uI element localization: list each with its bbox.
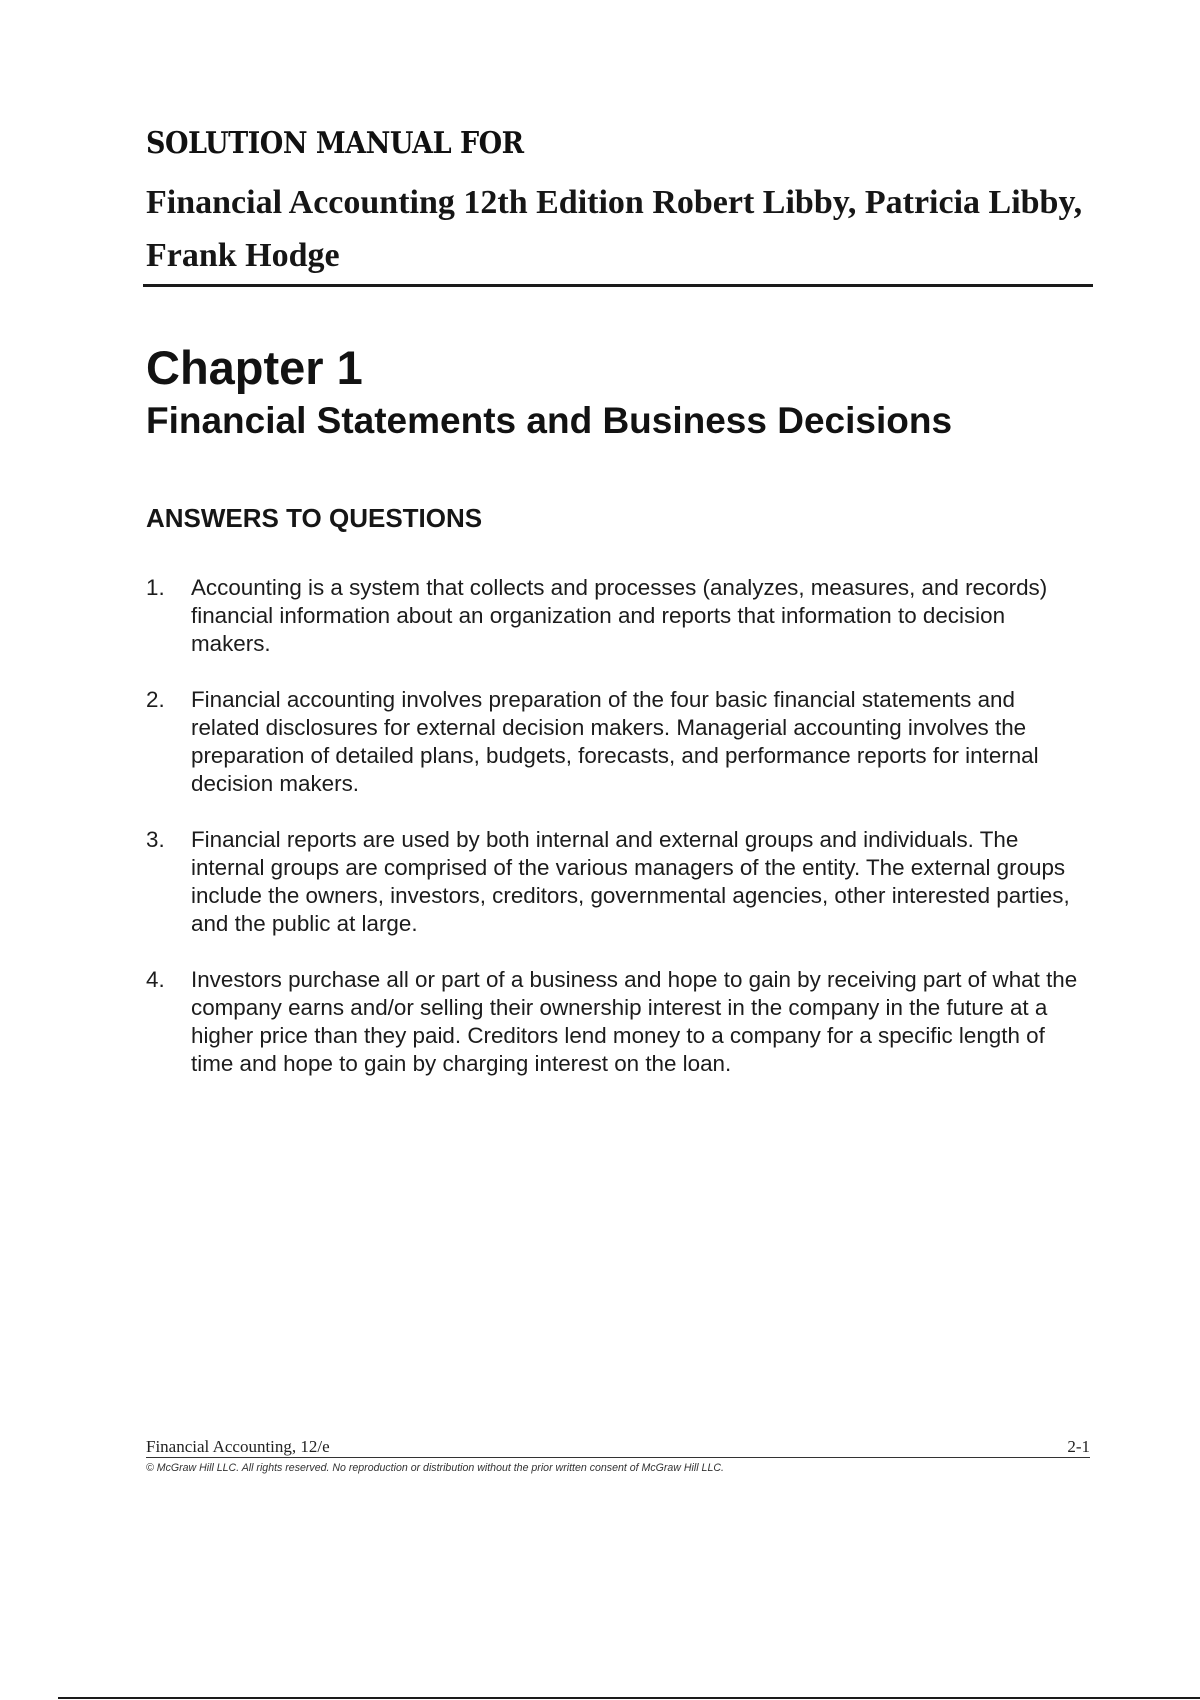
section-heading: ANSWERS TO QUESTIONS: [146, 503, 483, 533]
answer-item-3: [146, 826, 1086, 938]
footer-divider: [146, 1457, 1090, 1458]
answer-number: 3.: [146, 827, 165, 852]
footer-page-number: 2-1: [1067, 1437, 1090, 1456]
manual-label: SOLUTION MANUAL FOR: [146, 126, 524, 161]
title-divider: [143, 284, 1093, 287]
answer-text: Financial accounting involves preparation of the four basic financial statements and related disclosures for external decision makers. Managerial accounting involves the preparation of detailed plans, budgets, forecasts, and performance reports for internal decision makers.: [191, 687, 1039, 796]
answer-item-1: [146, 574, 1086, 658]
answer-text: Investors purchase all or part of a business and hope to gain by receiving part of what the company earns and/or selling their ownership interest in the company in the future at a higher price than they paid. Creditors lend money to a company for a specific length of time and hope to gain by charging interest on the loan.: [191, 967, 1078, 1076]
chapter-title: Financial Statements and Business Decisions: [146, 400, 953, 441]
answer-number: 2.: [146, 687, 165, 712]
answer-number: 1.: [146, 575, 165, 600]
footer-book-title: Financial Accounting, 12/e: [146, 1437, 330, 1456]
chapter-number: Chapter 1: [146, 341, 363, 394]
answer-item-4: [146, 966, 1086, 1078]
book-title: Financial Accounting 12th Edition Robert Libby, Patricia Libby, Frank Hodge: [146, 184, 1083, 274]
answer-text: Accounting is a system that collects and processes (analyzes, measures, and records) financial information about an organization and reports that information to decision makers.: [191, 575, 1048, 656]
answer-list: [146, 574, 1086, 1106]
answer-number: 4.: [146, 967, 165, 992]
answer-text: Financial reports are used by both internal and external groups and individuals. The internal groups are comprised of the various managers of the entity. The external groups include the owners, investors, creditors, governmental agencies, other interested parties, and the public at large.: [191, 827, 1070, 936]
answer-item-2: [146, 686, 1086, 798]
copyright-notice: © McGraw Hill LLC. All rights reserved. No reproduction or distribution without the prior written consent of McGraw Hill LLC.: [146, 1462, 724, 1474]
page-bottom-edge: [58, 1697, 1200, 1699]
